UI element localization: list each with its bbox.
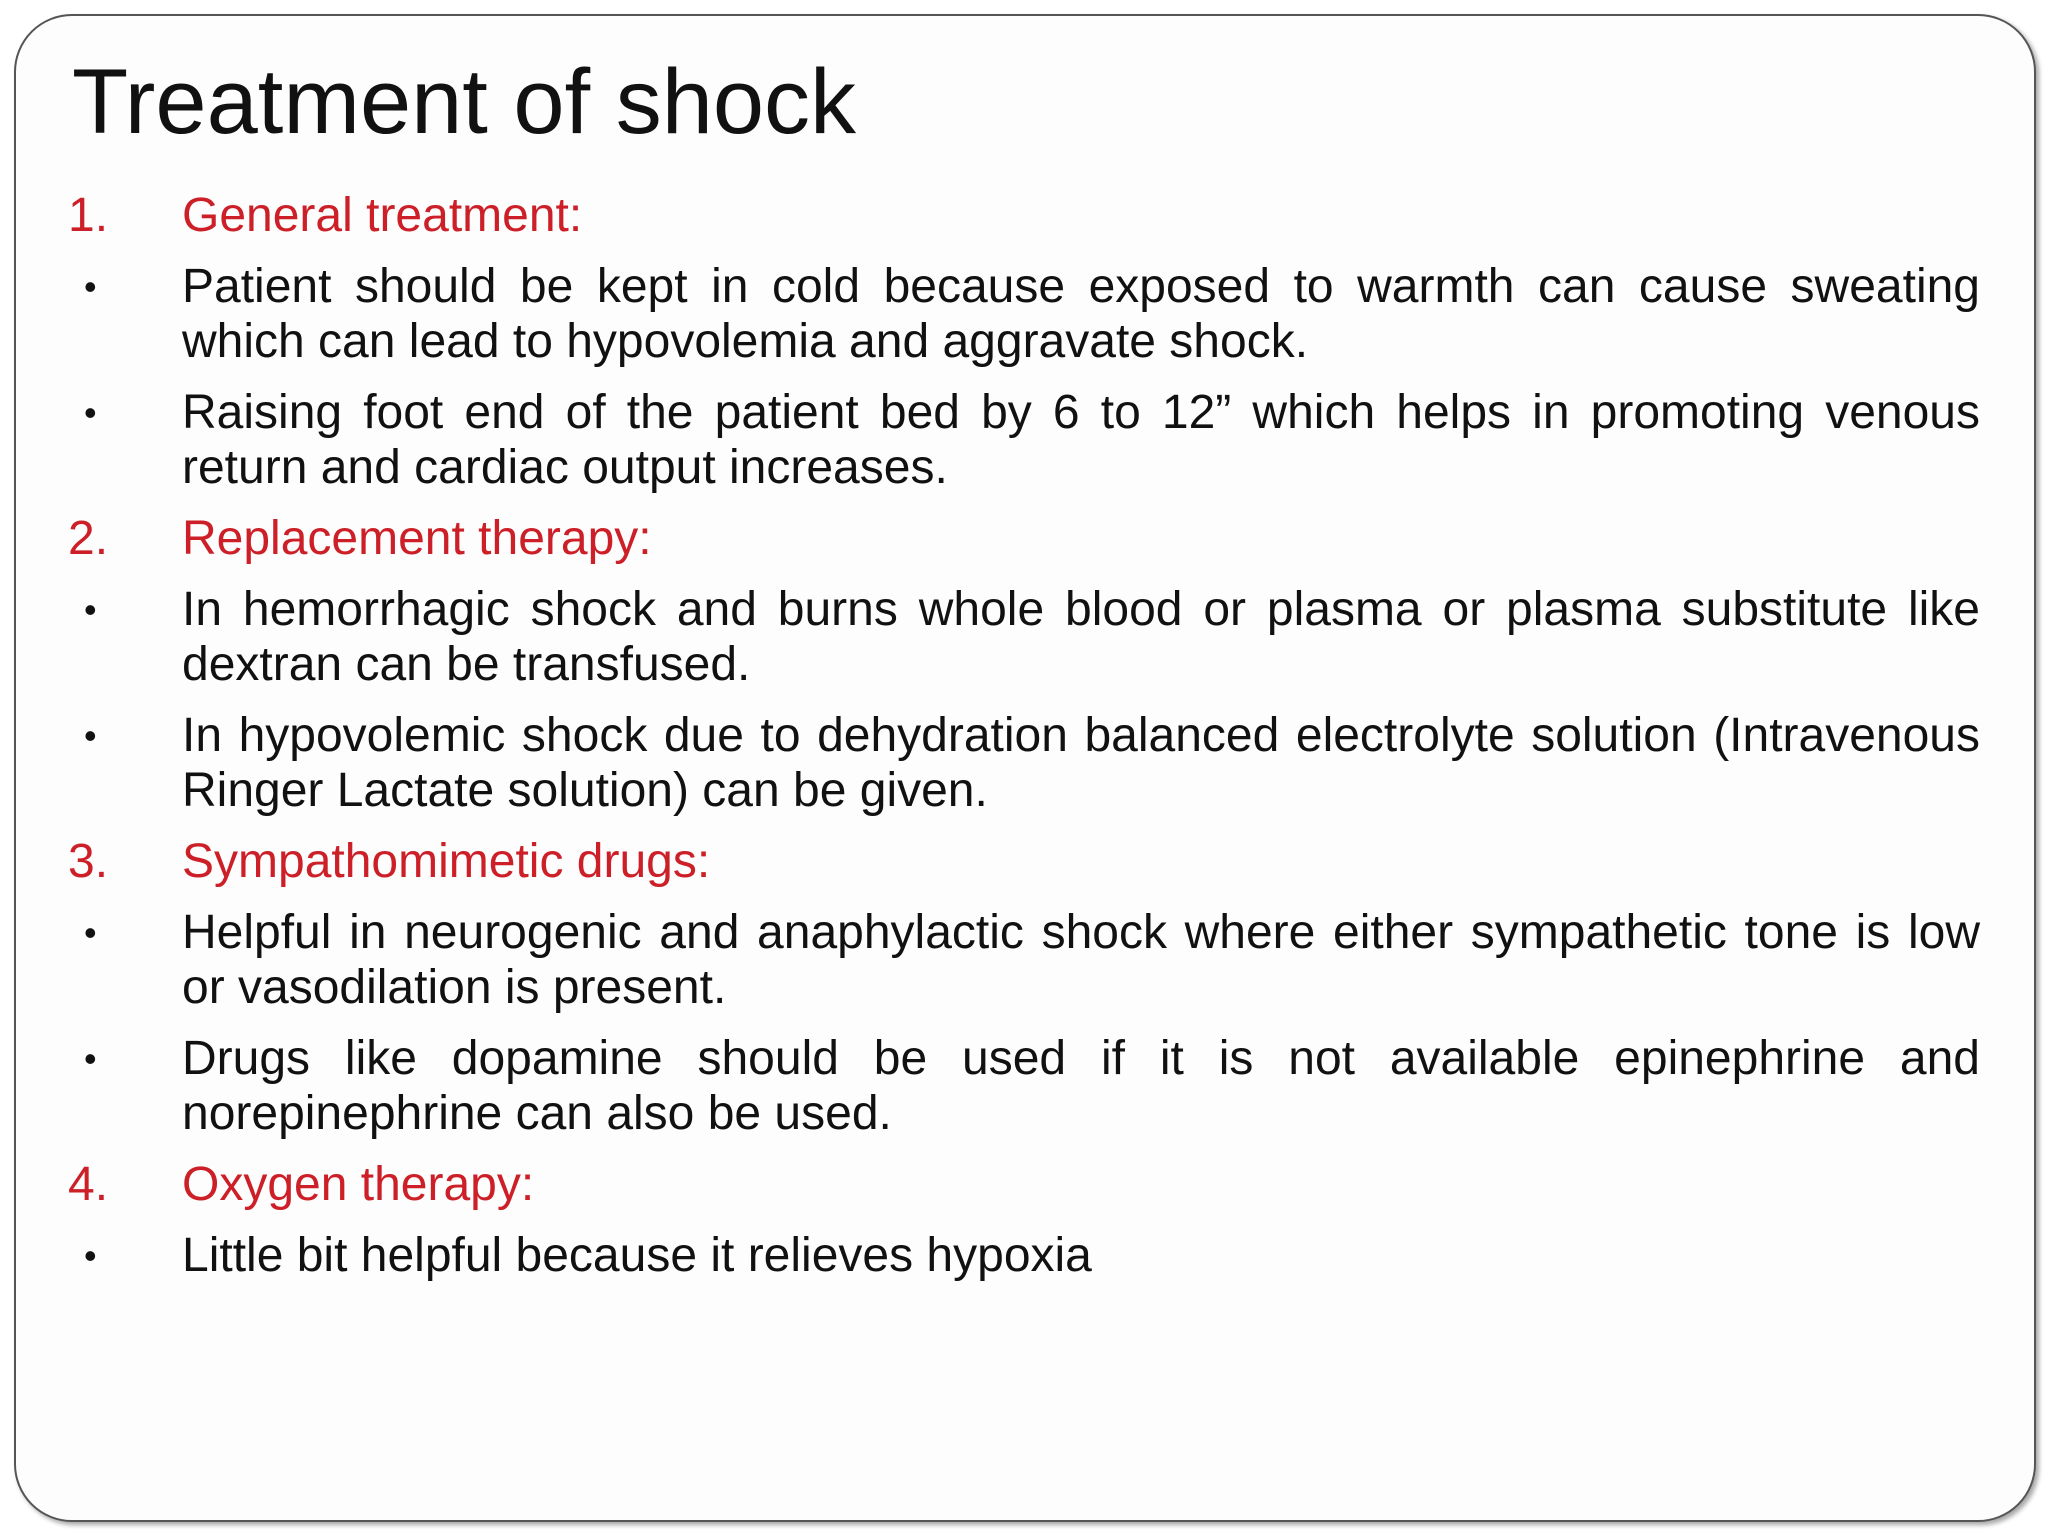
section-number: 2. [68,512,109,565]
list-item-text: Raising foot end of the patient bed by 6 to 12” which helps in promoting venous return and cardiac output increases. [182,386,1980,494]
section-heading-text: Sympathomimetic drugs: [182,835,711,888]
bullet-icon: • [84,1038,97,1079]
list-item [68,708,1980,818]
section-heading-text: Oxygen therapy: [182,1158,535,1211]
slide [14,14,2036,1522]
bullet-icon: • [84,715,97,756]
list-item-text: Helpful in neurogenic and anaphylactic shock where either sympathetic tone is low or vasodilation is present. [182,906,1980,1014]
bullet-icon: • [84,589,97,630]
list-item-text: Little bit helpful because it relieves hypoxia [182,1229,1092,1282]
section-number: 3. [68,835,109,888]
bullet-icon: • [84,912,97,953]
section-number: 1. [68,189,109,242]
slide-content [68,188,1980,1299]
list-item [68,1031,1980,1141]
section-heading-text: Replacement therapy: [182,512,652,565]
section-number: 4. [68,1158,109,1211]
list-item [68,582,1980,692]
list-item-text: In hypovolemic shock due to dehydration balanced electrolyte solution (Intravenous Ringer Lactate solution) can be given. [182,709,1980,817]
section-heading [68,188,1980,243]
list-item [68,385,1980,495]
list-item [68,1228,1980,1283]
list-item [68,259,1980,369]
bullet-icon: • [84,266,97,307]
list-item [68,905,1980,1015]
slide-title: Treatment of shock [72,51,857,153]
section-heading [68,834,1980,889]
list-item-text: Patient should be kept in cold because exposed to warmth can cause sweating which can lead to hypovolemia and aggravate shock. [182,260,1980,368]
list-item-text: In hemorrhagic shock and burns whole blood or plasma or plasma substitute like dextran can be transfused. [182,583,1980,691]
section-heading [68,1157,1980,1212]
bullet-icon: • [84,392,97,433]
section-heading-text: General treatment: [182,189,583,242]
section-heading [68,511,1980,566]
list-item-text: Drugs like dopamine should be used if it is not available epinephrine and norepinephrine can also be used. [182,1032,1980,1140]
bullet-icon: • [84,1235,97,1276]
